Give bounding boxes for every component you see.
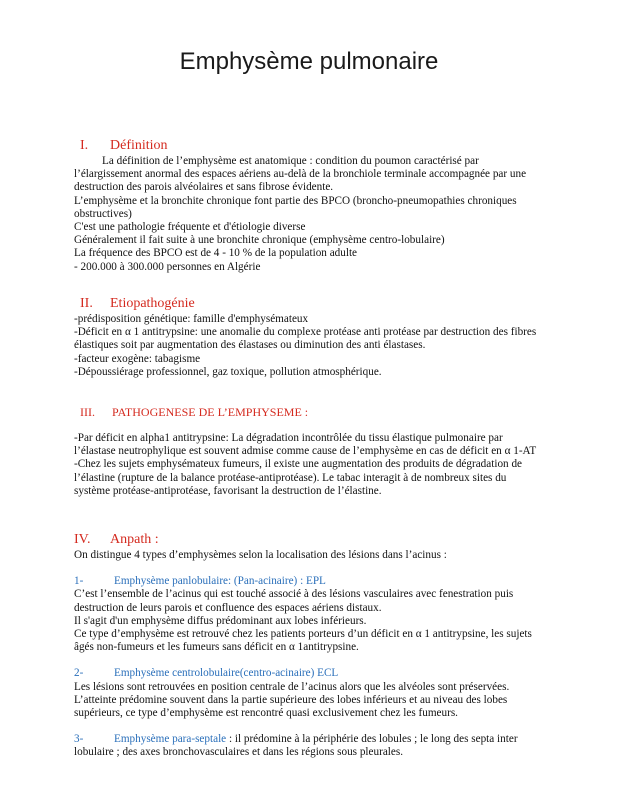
paragraph: -facteur exogène: tabagisme [74, 352, 201, 365]
paragraph: La définition de l’emphysème est anatomique : condition du poumon caractérisé par l’élargissement anormal des espaces aériens au-delà de la bronchiole terminale accompagnée par une destruction des parois alvéolaires et sans fibrose évidente. [74, 155, 527, 194]
paragraph: L’emphysème et la bronchite chronique font partie des BPCO (broncho-pneumopathies chroniques obstructives) [74, 194, 517, 220]
subsection-number: 2- [74, 667, 84, 680]
section-heading-pathogenese [80, 405, 308, 420]
section-body-definition [74, 155, 544, 274]
subsection-title: Emphysème centrolobulaire(centro-acinaire) ECL [114, 667, 339, 680]
paragraph: -Déficit en α 1 antitrypsine: une anomalie du complexe protéase anti protéase par destruction des fibres élastiques soit par augmentation des élastases ou diminution des anti élastases. [74, 326, 537, 352]
section-title: Définition [110, 138, 168, 153]
section-number: IV. [74, 532, 91, 547]
subsection-para-septale [74, 733, 544, 759]
section-title: PATHOGENESE DE L’EMPHYSEME : [112, 405, 309, 419]
section-number: II. [80, 296, 93, 311]
subsection-heading-panlobulaire [74, 575, 544, 588]
subsection-heading-para-septale [74, 733, 226, 745]
subsection-number: 3- [74, 733, 84, 746]
paragraph: -Par déficit en alpha1 antitrypsine: La dégradation incontrôlée du tissu élastique pulmonaire par l’élastase neutrophylique est souvent admise comme cause de l’emphysème en cas de déficit en α 1-AT [74, 432, 537, 458]
paragraph: Il s'agit d'un emphysème diffus prédominant aux lobes inférieurs. [74, 614, 367, 627]
section-number: I. [80, 138, 89, 153]
paragraph: Ce type d’emphysème est retrouvé chez les patients porteurs d’un déficit en α 1 antitrypsine, les sujets âgés non-fumeurs et les fumeurs sans déficit en α 1antitrypsine. [74, 628, 532, 654]
paragraph: Les lésions sont retrouvées en position centrale de l’acinus alors que les alvéoles sont préservées. [74, 680, 510, 693]
section-body-etiopathogenie [74, 313, 544, 379]
subsection-heading-centrolobulaire [74, 667, 544, 680]
paragraph: -Dépoussiérage professionnel, gaz toxique, pollution atmosphérique. [74, 365, 382, 378]
subsection-title: Emphysème panlobulaire: (Pan-acinaire) : EPL [114, 575, 326, 588]
paragraph: : il prédomine à la périphérie des lobules ; le long des septa inter lobulaire ; des axes bronchovasculaires et dans les régions sous pleurales. [74, 733, 518, 759]
section-number: III. [80, 405, 95, 419]
section-heading-anpath [74, 532, 159, 548]
paragraph: -Chez les sujets emphysémateux fumeurs, il existe une augmentation des produits de dégradation de l’élastine (rupture de la balance protéase-antiprotéase). Le tabac interagit à de nombreux sites du système protéase-antiprotéase, favorisant la destruction de l’élastine. [74, 458, 523, 497]
paragraph: L’atteinte prédomine souvent dans la partie supérieure des lobes inférieurs et au niveau des lobes supérieurs, ce type d’emphysème est rencontré quasi exclusivement chez les fumeurs. [74, 693, 508, 720]
section-body-pathogenese [74, 432, 544, 498]
paragraph-intro: On distingue 4 types d’emphysèmes selon la localisation des lésions dans l’acinus : [74, 549, 447, 561]
paragraph: Généralement il fait suite à une bronchite chronique (emphysème centro-lobulaire) [74, 234, 445, 247]
section-body-anpath [74, 549, 544, 760]
section-heading-definition [80, 138, 168, 154]
subsection-title: Emphysème para-septale [114, 733, 227, 746]
section-heading-etiopathogenie [80, 296, 195, 312]
section-title: Etiopathogénie [110, 296, 195, 311]
section-title: Anpath : [110, 532, 159, 547]
paragraph: - 200.000 à 300.000 personnes en Algérie [74, 260, 261, 273]
page-title: Emphysème pulmonaire [179, 48, 439, 75]
paragraph: C’est l’ensemble de l’acinus qui est touché associé à des lésions vasculaires avec fenestration puis destruction de leurs parois et confluence des espaces aériens distaux. [74, 588, 514, 614]
paragraph: La fréquence des BPCO est de 4 - 10 % de la population adulte [74, 247, 358, 260]
paragraph: -prédisposition génétique: famille d'emphysémateux [74, 313, 309, 325]
subsection-number: 1- [74, 575, 84, 588]
paragraph: C'est une pathologie fréquente et d'étiologie diverse [74, 221, 306, 234]
